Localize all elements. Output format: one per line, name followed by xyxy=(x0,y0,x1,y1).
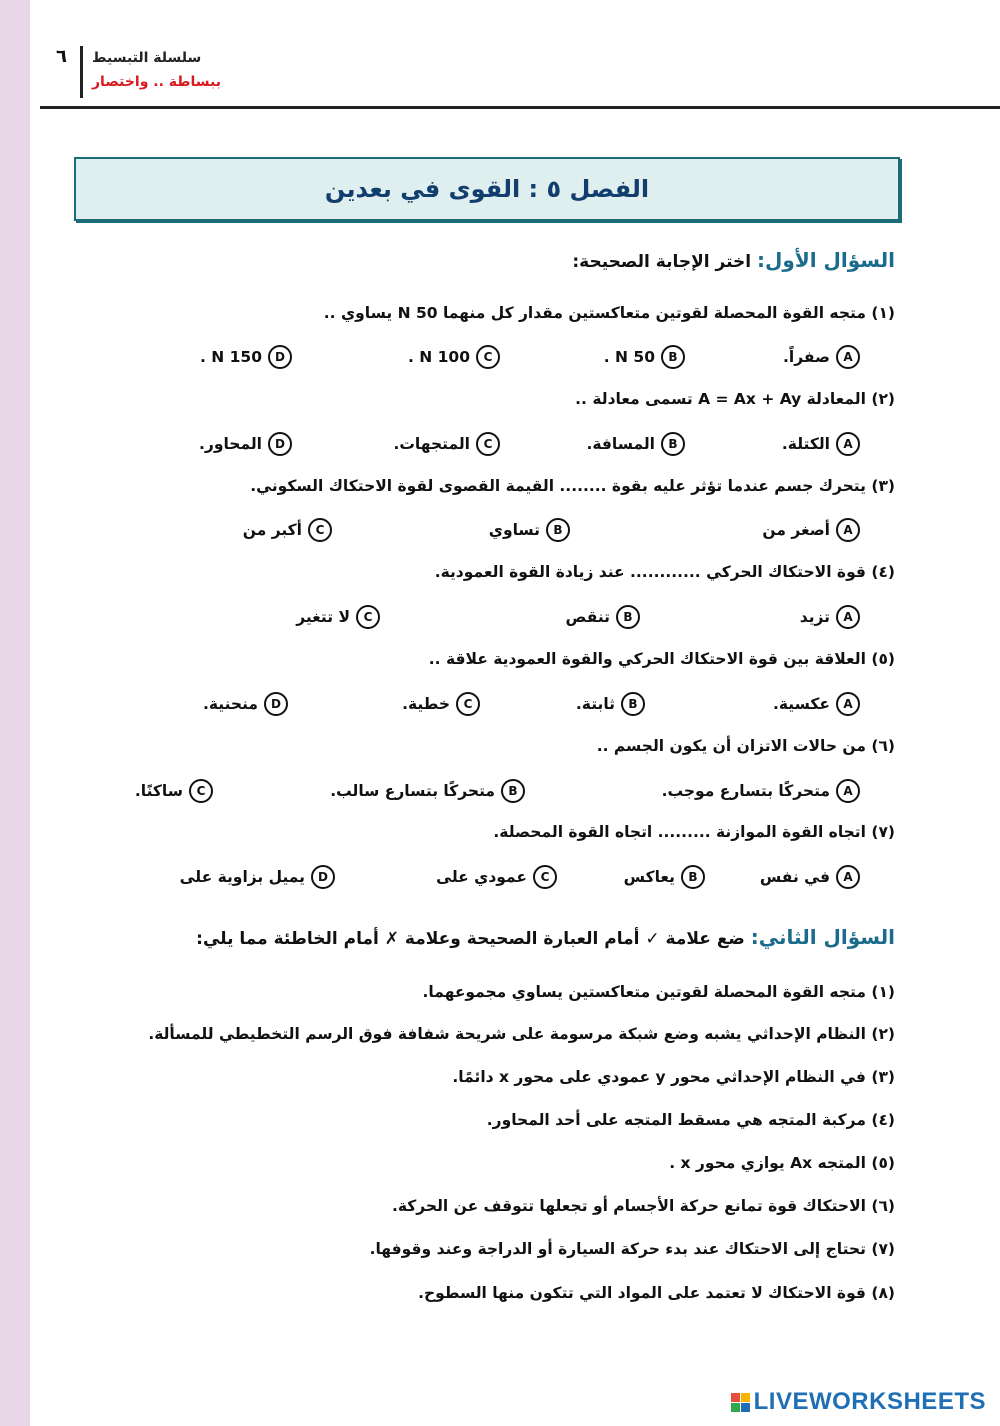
q1-item-1-option-c[interactable] xyxy=(408,345,500,369)
item-text: المتجه Ax يوازي محور x . xyxy=(669,1154,866,1172)
option-letter-a[interactable]: A xyxy=(836,605,860,629)
q2-heading xyxy=(196,925,895,949)
option-text: 50 N . xyxy=(603,348,655,366)
liveworksheets-icon xyxy=(731,1393,750,1412)
item-number: (٨) xyxy=(871,1284,895,1302)
q1-item-2 xyxy=(575,390,895,408)
item-number: (٧) xyxy=(871,1240,895,1258)
q1-item-6-option-a[interactable] xyxy=(662,779,860,803)
q1-instruction: اختر الإجابة الصحيحة: xyxy=(572,252,752,272)
option-text: المسافة. xyxy=(586,435,655,453)
item-number: (٤) xyxy=(871,1111,895,1129)
item-text: قوة الاحتكاك الحركي ............ عند زيادة القوة العمودية. xyxy=(434,563,866,581)
item-text: يتحرك جسم عندما تؤثر عليه بقوة ........ القيمة القصوى لقوة الاحتكاك السكوني. xyxy=(250,477,866,495)
item-text: الاحتكاك قوة تمانع حركة الأجسام أو تجعلها تتوقف عن الحركة. xyxy=(391,1197,866,1215)
item-number: (٢) xyxy=(871,390,895,408)
option-text: متحركًا بتسارع موجب. xyxy=(661,782,830,800)
series-tagline: ببساطة .. واختصار xyxy=(92,74,221,90)
q2-item-3[interactable] xyxy=(452,1068,895,1086)
option-text: أصغر من xyxy=(762,521,830,539)
option-letter-b[interactable]: B xyxy=(681,865,705,889)
item-text: قوة الاحتكاك لا تعتمد على المواد التي تتكون منها السطوح. xyxy=(418,1284,866,1302)
q1-item-3-option-c[interactable] xyxy=(243,518,332,542)
option-letter-a[interactable]: A xyxy=(836,692,860,716)
q1-item-2-option-d[interactable] xyxy=(199,432,292,456)
q1-item-4-option-a[interactable] xyxy=(800,605,860,629)
option-letter-b[interactable]: B xyxy=(661,432,685,456)
q1-item-5-option-a[interactable] xyxy=(773,692,860,716)
item-number: (٣) xyxy=(871,1068,895,1086)
q2-item-6[interactable] xyxy=(392,1197,895,1215)
q1-item-2-option-c[interactable] xyxy=(393,432,500,456)
option-letter-d[interactable]: D xyxy=(268,432,292,456)
option-letter-a[interactable]: A xyxy=(836,345,860,369)
q1-item-2-option-b[interactable] xyxy=(586,432,685,456)
option-text: أكبر من xyxy=(242,521,302,539)
q1-item-4-option-c[interactable] xyxy=(296,605,380,629)
item-text: في النظام الإحداثي محور y عمودي على محور x دائمًا. xyxy=(452,1068,866,1086)
option-letter-c[interactable]: C xyxy=(308,518,332,542)
item-text: النظام الإحداثي يشبه وضع شبكة مرسومة على شريحة شفافة فوق الرسم التخطيطي للمسألة. xyxy=(148,1025,866,1043)
option-text: الكتلة. xyxy=(781,435,830,453)
item-text: المعادلة A = Ax + Ay تسمى معادلة .. xyxy=(575,390,866,408)
option-text: صفراً. xyxy=(783,348,830,366)
side-strip xyxy=(0,0,30,1426)
option-text: ساكنًا. xyxy=(134,782,183,800)
q1-label: السؤال الأول: xyxy=(757,248,895,272)
q1-item-5-option-d[interactable] xyxy=(203,692,288,716)
q2-item-4[interactable] xyxy=(487,1111,895,1129)
option-letter-a[interactable]: A xyxy=(836,865,860,889)
item-text: متجه القوة المحصلة لقوتين متعاكستين مقدار كل منهما 50 N يساوي .. xyxy=(323,304,866,322)
chapter-banner xyxy=(74,157,900,221)
q1-item-7-option-d[interactable] xyxy=(180,865,335,889)
logo-square-blue xyxy=(741,1403,750,1412)
option-text: لا تتغير xyxy=(296,608,350,626)
option-letter-c[interactable]: C xyxy=(476,432,500,456)
option-letter-b[interactable]: B xyxy=(501,779,525,803)
q1-item-3-option-a[interactable] xyxy=(762,518,860,542)
item-number: (٢) xyxy=(871,1025,895,1043)
q1-item-1-option-a[interactable] xyxy=(783,345,860,369)
q1-heading xyxy=(572,248,895,272)
page-number: ٦ xyxy=(56,46,67,67)
logo-square-yellow xyxy=(741,1393,750,1402)
option-text: المتجهات. xyxy=(393,435,470,453)
q2-item-5[interactable] xyxy=(669,1154,895,1172)
item-text: مركبة المتجه هي مسقط المتجه على أحد المحاور. xyxy=(486,1111,866,1129)
q1-item-3 xyxy=(250,477,895,495)
item-text: من حالات الاتزان أن يكون الجسم .. xyxy=(596,737,866,755)
option-letter-c[interactable]: C xyxy=(476,345,500,369)
q2-item-1[interactable] xyxy=(422,983,895,1001)
option-letter-a[interactable]: A xyxy=(836,518,860,542)
option-letter-b[interactable]: B xyxy=(616,605,640,629)
q1-item-5-option-c[interactable] xyxy=(402,692,480,716)
q1-item-1-option-d[interactable] xyxy=(200,345,292,369)
option-text: في نفس xyxy=(759,868,830,886)
item-number: (٦) xyxy=(871,1197,895,1215)
q1-item-7-option-b[interactable] xyxy=(624,865,705,889)
option-text: يميل بزاوية على xyxy=(179,868,305,886)
option-text: 150 N . xyxy=(199,348,262,366)
item-number: (٣) xyxy=(871,477,895,495)
option-letter-b[interactable]: B xyxy=(661,345,685,369)
q1-item-5 xyxy=(429,650,895,668)
option-text: يعاكس xyxy=(623,868,675,886)
q1-item-7-option-a[interactable] xyxy=(760,865,860,889)
q1-item-7-option-c[interactable] xyxy=(436,865,557,889)
chapter-title: الفصل ٥ : القوى في بعدين xyxy=(324,175,650,203)
q1-item-7 xyxy=(493,823,895,841)
item-text: متجه القوة المحصلة لقوتين متعاكستين يساوي مجموعهما. xyxy=(422,983,866,1001)
option-text: 100 N . xyxy=(407,348,470,366)
option-letter-c[interactable]: C xyxy=(533,865,557,889)
option-text: المحاور. xyxy=(199,435,262,453)
option-text: متحركًا بتسارع سالب. xyxy=(330,782,495,800)
q1-item-4-option-b[interactable] xyxy=(566,605,640,629)
q1-item-1 xyxy=(324,304,895,322)
option-text: عمودي على xyxy=(436,868,527,886)
option-text: عكسية. xyxy=(773,695,830,713)
header-divider xyxy=(80,46,83,98)
q1-item-1-option-b[interactable] xyxy=(604,345,685,369)
q1-item-3-option-b[interactable] xyxy=(489,518,570,542)
item-number: (٥) xyxy=(871,1154,895,1172)
option-letter-a[interactable]: A xyxy=(836,432,860,456)
option-letter-c[interactable]: C xyxy=(189,779,213,803)
item-number: (١) xyxy=(871,304,895,322)
q2-item-8[interactable] xyxy=(418,1284,895,1302)
item-number: (٥) xyxy=(871,650,895,668)
q1-item-5-option-b[interactable] xyxy=(576,692,645,716)
option-text: ثابتة. xyxy=(575,695,615,713)
option-letter-b[interactable]: B xyxy=(621,692,645,716)
option-text: تساوي xyxy=(488,521,540,539)
item-number: (٤) xyxy=(871,563,895,581)
option-text: خطية. xyxy=(402,695,450,713)
logo-square-red xyxy=(731,1393,740,1402)
item-text: تحتاج إلى الاحتكاك عند بدء حركة السيارة أو الدراجة وعند وقوفها. xyxy=(369,1240,866,1258)
q1-item-4 xyxy=(435,563,895,581)
option-letter-c[interactable]: C xyxy=(456,692,480,716)
series-title: سلسلة التبسيط xyxy=(92,50,202,66)
option-letter-a[interactable]: A xyxy=(836,779,860,803)
logo-square-green xyxy=(731,1403,740,1412)
option-letter-d[interactable]: D xyxy=(268,345,292,369)
q1-item-6-option-b[interactable] xyxy=(330,779,525,803)
item-text: اتجاه القوة الموازنة ......... اتجاه القوة المحصلة. xyxy=(493,823,866,841)
option-text: تزيد xyxy=(799,608,830,626)
item-number: (١) xyxy=(871,983,895,1001)
q1-item-6 xyxy=(597,737,895,755)
item-text: العلاقة بين قوة الاحتكاك الحركي والقوة العمودية علاقة .. xyxy=(428,650,866,668)
liveworksheets-wordmark: LIVEWORKSHEETS xyxy=(753,1388,986,1415)
q1-item-2-option-a[interactable] xyxy=(782,432,860,456)
liveworksheets-logo xyxy=(731,1388,986,1416)
q2-label: السؤال الثاني: xyxy=(750,925,895,949)
q1-item-6-option-c[interactable] xyxy=(135,779,213,803)
option-letter-d[interactable]: D xyxy=(264,692,288,716)
option-letter-c[interactable]: C xyxy=(356,605,380,629)
q2-instruction: ضع علامة ✓ أمام العبارة الصحيحة وعلامة ✗ أمام الخاطئة مما يلي: xyxy=(196,929,745,949)
item-number: (٦) xyxy=(871,737,895,755)
q2-item-2[interactable] xyxy=(148,1025,895,1043)
option-letter-b[interactable]: B xyxy=(546,518,570,542)
option-text: تنقص xyxy=(565,608,610,626)
page-header xyxy=(40,40,1000,109)
option-text: منحنية. xyxy=(202,695,258,713)
q2-item-7[interactable] xyxy=(370,1240,895,1258)
option-letter-d[interactable]: D xyxy=(311,865,335,889)
item-number: (٧) xyxy=(871,823,895,841)
